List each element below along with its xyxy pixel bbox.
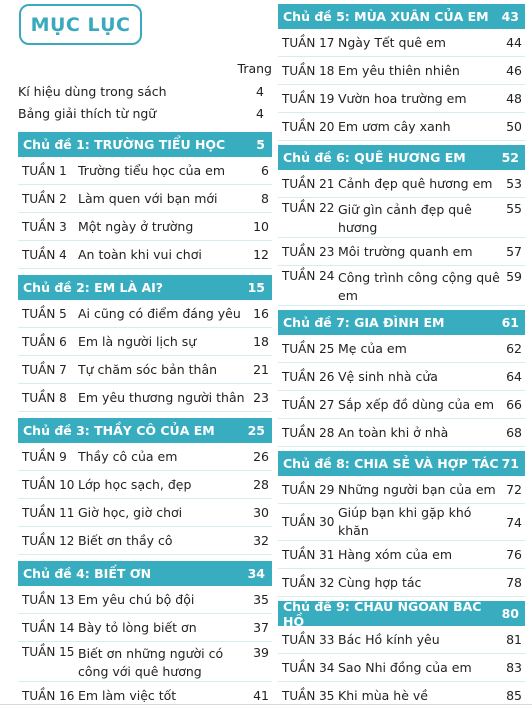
topic-header[interactable]: [18, 275, 272, 300]
lesson-page: 59: [506, 269, 522, 284]
table-row[interactable]: [278, 57, 525, 85]
week-label: TUẦN 23: [282, 244, 335, 259]
lesson-page: 76: [506, 547, 522, 562]
lesson-title: Cùng hợp tác: [338, 574, 422, 590]
table-row[interactable]: [18, 443, 272, 471]
topic-title: Chủ đề 6: QUÊ HƯƠNG EM: [283, 150, 466, 165]
topic-title: Chủ đề 3: THẦY CÔ CỦA EM: [23, 423, 215, 438]
topic-header[interactable]: [278, 145, 525, 170]
topic-section: [18, 561, 272, 708]
week-label: TUẦN 21: [282, 176, 335, 191]
lesson-title: Làm quen với bạn mới: [78, 190, 218, 206]
week-label: TUẦN 14: [22, 620, 75, 635]
week-label: TUẦN 18: [282, 63, 335, 78]
topic-section: [278, 451, 525, 597]
topic-section: [278, 310, 525, 447]
lesson-page: 16: [253, 306, 269, 321]
table-row[interactable]: [278, 541, 525, 569]
lesson-page: 18: [253, 334, 269, 349]
table-row[interactable]: [18, 471, 272, 499]
intro-label: Bảng giải thích từ ngữ: [18, 105, 157, 121]
table-row[interactable]: [278, 238, 525, 266]
topic-section: [278, 145, 525, 306]
week-label: TUẦN 31: [282, 547, 335, 562]
table-row[interactable]: [278, 170, 525, 198]
week-label: TUẦN 15: [22, 645, 75, 659]
table-row[interactable]: [278, 85, 525, 113]
table-row[interactable]: [18, 614, 272, 642]
week-label: TUẦN 16: [22, 688, 75, 703]
week-label: TUẦN 3: [22, 219, 67, 234]
table-row[interactable]: [18, 185, 272, 213]
lesson-page: 68: [506, 425, 522, 440]
topic-section: [278, 4, 525, 141]
topic-header[interactable]: [278, 598, 525, 629]
lesson-title: Sắp xếp đồ dùng của em: [338, 396, 495, 412]
intro-page: 4: [256, 105, 264, 121]
lesson-page: 48: [506, 91, 522, 106]
lesson-page: 41: [253, 688, 269, 703]
lesson-page: 83: [506, 660, 522, 675]
week-label: TUẦN 13: [22, 592, 75, 607]
table-row[interactable]: [18, 499, 272, 527]
topic-section: [18, 132, 272, 269]
lesson-title: Hàng xóm của em: [338, 546, 452, 562]
lesson-title: Giữ gìn cảnh đẹp quê hương: [338, 202, 472, 235]
lesson-page: 30: [253, 505, 269, 520]
lesson-page: 55: [506, 201, 522, 216]
lesson-page: 85: [506, 688, 522, 703]
lesson-title: Biết ơn những người có công với quê hương: [78, 646, 224, 679]
lesson-title: Em yêu thương người thân: [78, 389, 245, 405]
lesson-title: Biết ơn thầy cô: [78, 532, 173, 548]
lesson-title: Ai cũng có điểm đáng yêu: [78, 305, 241, 321]
topic-section: [278, 598, 525, 708]
page-title: MỤC LỤC: [19, 4, 142, 45]
week-label: TUẦN 7: [22, 362, 67, 377]
week-label: TUẦN 5: [22, 306, 67, 321]
topic-title: Chủ đề 4: BIẾT ƠN: [23, 566, 152, 581]
lesson-title: Mẹ của em: [338, 340, 407, 356]
week-label: TUẦN 28: [282, 425, 335, 440]
table-row[interactable]: [278, 476, 525, 504]
week-label: TUẦN 17: [282, 35, 335, 50]
week-label: TUẦN 2: [22, 191, 67, 206]
table-row[interactable]: [18, 642, 272, 682]
week-label: TUẦN 8: [22, 390, 67, 405]
topic-page: 25: [247, 423, 265, 438]
table-row[interactable]: [18, 527, 272, 555]
lesson-page: 44: [506, 35, 522, 50]
lesson-title: Thầy cô của em: [78, 448, 178, 464]
topic-header[interactable]: [18, 132, 272, 157]
week-label: TUẦN 25: [282, 341, 335, 356]
left-column: [18, 58, 272, 708]
lesson-page: 81: [506, 632, 522, 647]
table-row[interactable]: [18, 328, 272, 356]
lesson-title: Bày tỏ lòng biết ơn: [78, 619, 197, 635]
lesson-page: 64: [506, 369, 522, 384]
intro-label: Kí hiệu dùng trong sách: [18, 83, 167, 99]
lesson-title: Bác Hồ kính yêu: [338, 631, 440, 647]
lesson-page: 74: [506, 514, 522, 530]
page-bottom-divider: [0, 704, 532, 705]
lesson-title: Lớp học sạch, đẹp: [78, 476, 192, 492]
week-label: TUẦN 27: [282, 397, 335, 412]
week-label: TUẦN 12: [22, 533, 75, 548]
table-row[interactable]: [18, 241, 272, 269]
lesson-title: Em là người lịch sự: [78, 333, 197, 349]
topic-page: 34: [247, 566, 265, 581]
topic-header[interactable]: [278, 4, 525, 29]
left-topic-list: [18, 132, 272, 708]
lesson-title: An toàn khi ở nhà: [338, 424, 449, 440]
topic-section: [18, 418, 272, 555]
table-row[interactable]: [278, 419, 525, 447]
table-row[interactable]: [18, 213, 272, 241]
lesson-title: Em ươm cây xanh: [338, 118, 451, 134]
intro-row[interactable]: [18, 80, 272, 102]
spacer: [18, 124, 272, 132]
lesson-page: 21: [253, 362, 269, 377]
lesson-title: Giờ học, giờ chơi: [78, 504, 183, 520]
lesson-title: Công trình công cộng quê em: [338, 270, 500, 303]
topic-page: 15: [247, 280, 265, 295]
lesson-page: 8: [261, 191, 269, 206]
lesson-page: 50: [506, 119, 522, 134]
topic-title: Chủ đề 1: TRƯỜNG TIỂU HỌC: [23, 137, 226, 152]
right-topic-list: [278, 4, 525, 708]
lesson-title: Trường tiểu học của em: [78, 162, 226, 178]
topic-header[interactable]: [18, 561, 272, 586]
lesson-title: Vệ sinh nhà cửa: [338, 368, 438, 384]
week-label: TUẦN 20: [282, 119, 335, 134]
lesson-page: 72: [506, 482, 522, 497]
table-row[interactable]: [278, 654, 525, 682]
table-row[interactable]: [278, 569, 525, 597]
topic-page: 43: [501, 9, 519, 24]
lesson-title: Cảnh đẹp quê hương em: [338, 175, 493, 191]
lesson-title: Ngày Tết quê em: [338, 34, 446, 50]
lesson-page: 12: [253, 247, 269, 262]
week-label: TUẦN 34: [282, 660, 335, 675]
right-column: [278, 4, 525, 708]
topic-title: Chủ đề 7: GIA ĐÌNH EM: [283, 315, 445, 330]
lesson-page: 26: [253, 449, 269, 464]
topic-header[interactable]: [278, 310, 525, 335]
lesson-page: 53: [506, 176, 522, 191]
lesson-title: Những người bạn của em: [338, 481, 496, 497]
table-row[interactable]: [278, 29, 525, 57]
lesson-page: 35: [253, 592, 269, 607]
topic-title: Chủ đề 5: MÙA XUÂN CỦA EM: [283, 9, 489, 24]
table-row[interactable]: [278, 626, 525, 654]
lesson-page: 32: [253, 533, 269, 548]
lesson-page: 6: [261, 163, 269, 178]
week-label: TUẦN 22: [282, 201, 335, 215]
week-label: TUẦN 35: [282, 688, 335, 703]
week-label: TUẦN 32: [282, 575, 335, 590]
table-row[interactable]: [18, 157, 272, 185]
lesson-page: 28: [253, 477, 269, 492]
topic-title: Chủ đề 9: CHÁU NGOAN BÁC HỒ: [283, 598, 482, 629]
week-label: TUẦN 4: [22, 247, 67, 262]
lesson-page: 46: [506, 63, 522, 78]
week-label: TUẦN 33: [282, 632, 335, 647]
topic-page: 5: [256, 137, 265, 152]
lesson-page: 39: [253, 645, 269, 660]
lesson-title: Sao Nhi đồng của em: [338, 659, 472, 675]
intro-row[interactable]: [18, 102, 272, 124]
lesson-title: Em yêu thiên nhiên: [338, 62, 460, 78]
lesson-page: 66: [506, 397, 522, 412]
table-row[interactable]: [18, 586, 272, 614]
intro-page: 4: [256, 83, 264, 99]
topic-header[interactable]: [278, 451, 525, 476]
topic-page: 61: [501, 315, 519, 330]
table-row[interactable]: [278, 198, 525, 238]
lesson-page: 62: [506, 341, 522, 356]
week-label: TUẦN 26: [282, 369, 335, 384]
table-row[interactable]: [18, 356, 272, 384]
table-row[interactable]: [278, 504, 525, 541]
lesson-page: 10: [253, 219, 269, 234]
lesson-title: Môi trường quanh em: [338, 243, 473, 259]
table-row[interactable]: [278, 113, 525, 141]
week-label: TUẦN 24: [282, 269, 335, 283]
lesson-page: 37: [253, 620, 269, 635]
week-label: TUẦN 6: [22, 334, 67, 349]
lesson-title: Giúp bạn khi gặp khó khăn: [338, 505, 472, 538]
topic-header[interactable]: [18, 418, 272, 443]
week-label: TUẦN 1: [22, 163, 67, 178]
week-label: TUẦN 19: [282, 91, 335, 106]
topic-section: [18, 275, 272, 412]
topic-page: 52: [501, 150, 519, 165]
topic-page: 71: [501, 456, 519, 471]
lesson-title: An toàn khi vui chơi: [78, 246, 202, 262]
week-label: TUẦN 29: [282, 482, 335, 497]
table-row[interactable]: [278, 363, 525, 391]
lesson-page: 23: [253, 390, 269, 405]
lesson-page: 78: [506, 575, 522, 590]
week-label: TUẦN 10: [22, 477, 75, 492]
lesson-title: Tự chăm sóc bản thân: [78, 361, 218, 377]
lesson-title: Khi mùa hè về: [338, 687, 428, 703]
topic-title: Chủ đề 2: EM LÀ AI?: [23, 280, 164, 295]
week-label: TUẦN 9: [22, 449, 67, 464]
table-row[interactable]: [278, 266, 525, 306]
lesson-title: Em làm việc tốt: [78, 687, 177, 703]
week-label: TUẦN 11: [22, 505, 75, 520]
lesson-page: 57: [506, 244, 522, 259]
table-row[interactable]: [278, 391, 525, 419]
table-row[interactable]: [278, 335, 525, 363]
lesson-title: Vườn hoa trường em: [338, 90, 467, 106]
week-label: TUẦN 30: [282, 515, 335, 529]
lesson-title: Em yêu chú bộ đội: [78, 591, 195, 607]
topic-page: 80: [501, 606, 519, 621]
topic-title: Chủ đề 8: CHIA SẺ VÀ HỢP TÁC: [283, 456, 499, 471]
table-row[interactable]: [18, 300, 272, 328]
page-column-header: Trang: [237, 61, 272, 76]
lesson-title: Một ngày ở trường: [78, 218, 194, 234]
table-row[interactable]: [18, 384, 272, 412]
